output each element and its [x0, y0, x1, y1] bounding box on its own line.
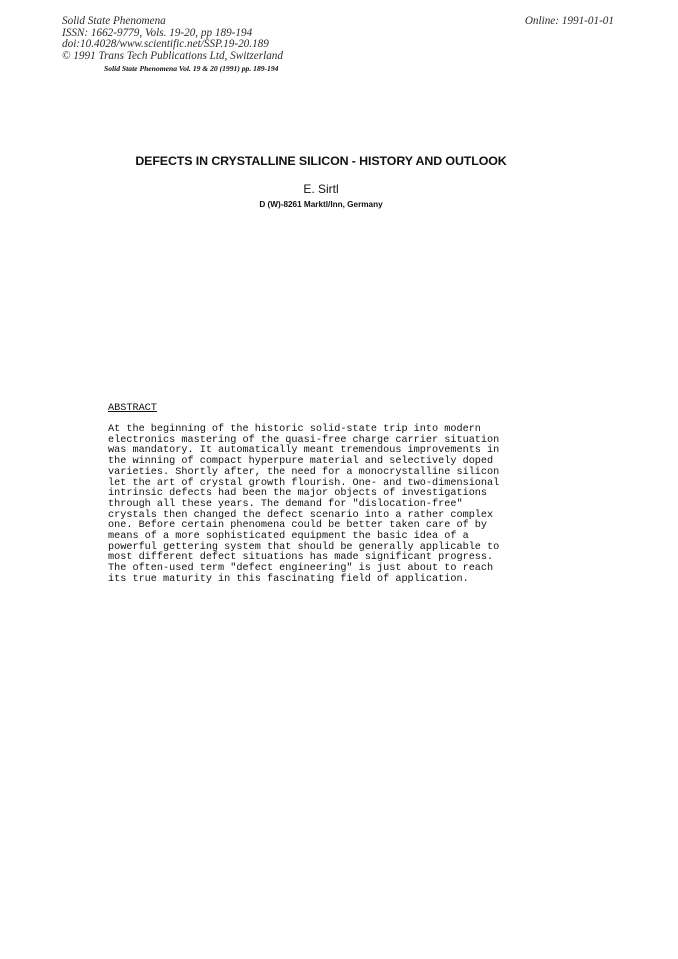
journal-name: Solid State Phenomena: [62, 15, 166, 27]
abstract-line: the winning of compact hyperpure material and selectively doped: [108, 456, 494, 468]
issn-line: ISSN: 1662-9779, Vols. 19-20, pp 189-194: [62, 26, 253, 39]
abstract-line: means of a more sophisticated equipment the basic idea of a: [108, 531, 469, 543]
online-date: Online: 1991-01-01: [524, 15, 614, 27]
abstract-body: [108, 425, 499, 586]
abstract-line: one. Before certain phenomena could be better taken care of by: [108, 520, 488, 532]
author-affiliation: D (W)-8261 Marktl/Inn, Germany: [259, 200, 383, 209]
abstract-line: most different defect situations has made significant progress.: [108, 552, 494, 564]
abstract-line: powerful gettering system that should be generally applicable to: [108, 541, 500, 553]
abstract-line: let the art of crystal growth flourish. One- and two-dimensional: [108, 477, 500, 489]
author-name: E. Sirtl: [303, 182, 339, 196]
abstract-line: The often-used term "defect engineering" is just about to reach: [108, 563, 494, 575]
abstract-line: electronics mastering of the quasi-free charge carrier situation: [108, 434, 500, 446]
journal-reference: Solid State Phenomena Vol. 19 & 20 (1991) pp. 189-194: [104, 64, 279, 73]
abstract-line: crystals then changed the defect scenario into a rather complex: [108, 509, 494, 521]
abstract-line: its true maturity in this fascinating field of application.: [108, 573, 469, 585]
abstract-line: varieties. Shortly after, the need for a monocrystalline silicon: [108, 466, 500, 478]
abstract-line: At the beginning of the historic solid-state trip into modern: [108, 424, 481, 435]
abstract-line: intrinsic defects had been the major objects of investigations: [108, 488, 488, 500]
abstract-heading: ABSTRACT: [108, 403, 157, 414]
abstract-line: was mandatory. It automatically meant tremendous improvements in: [108, 445, 500, 457]
abstract-line: through all these years. The demand for "dislocation-free": [108, 498, 463, 510]
publication-metadata: [62, 16, 283, 62]
copyright-line: © 1991 Trans Tech Publications Ltd, Switzerland: [62, 49, 283, 62]
doi-line: doi:10.4028/www.scientific.net/SSP.19-20.189: [62, 38, 269, 51]
paper-title: DEFECTS IN CRYSTALLINE SILICON - HISTORY AND OUTLOOK: [135, 154, 507, 168]
